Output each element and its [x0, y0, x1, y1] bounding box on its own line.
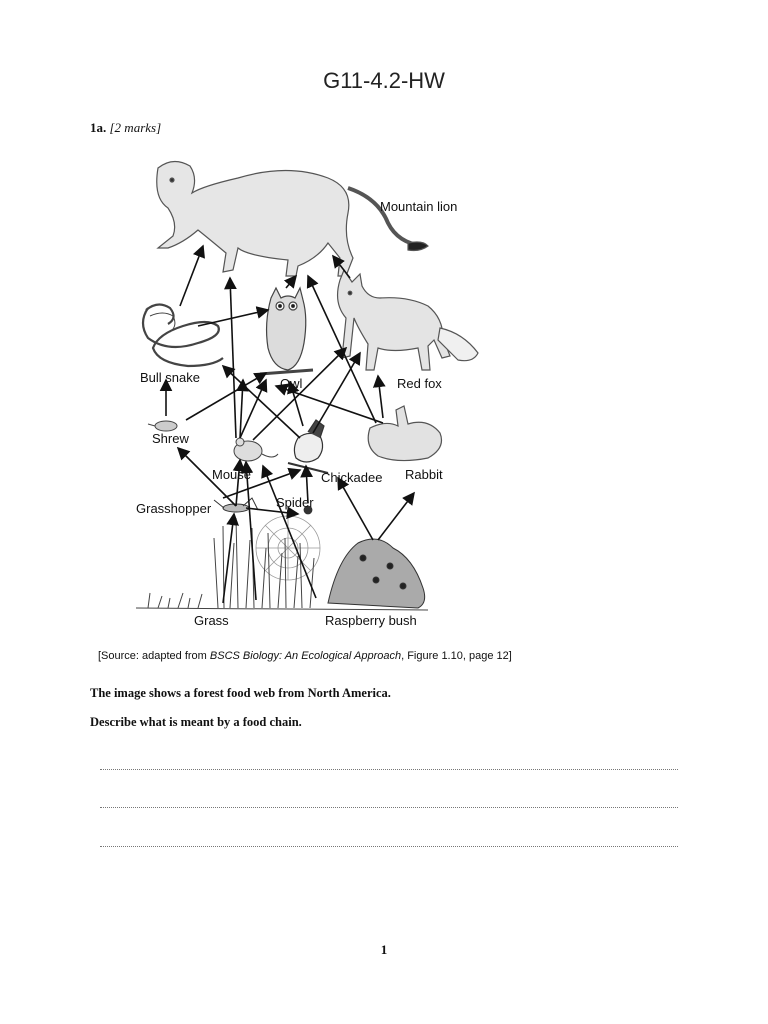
page-number: 1	[380, 942, 388, 957]
label-owl: Owl	[280, 376, 303, 391]
source-suffix: , Figure 1.10, page 12]	[401, 650, 512, 662]
question-number: 1a.	[90, 120, 107, 135]
source-prefix: [Source: adapted from	[98, 650, 210, 662]
answer-line[interactable]	[100, 769, 678, 770]
label-shrew: Shrew	[152, 431, 189, 446]
source-title: BSCS Biology: An Ecological Approach	[209, 650, 402, 662]
question-label	[90, 120, 161, 136]
question-marks: [2 marks]	[109, 120, 162, 135]
page-title: G11-4.2-HW	[323, 68, 445, 93]
bull-snake-drawing	[143, 304, 223, 366]
mouse-drawing	[234, 438, 278, 461]
answer-line[interactable]	[100, 807, 678, 808]
label-rabbit: Rabbit	[405, 467, 443, 482]
label-spider: Spider	[276, 495, 314, 510]
figure-source-caption	[98, 650, 512, 662]
label-mouse: Mouse	[212, 467, 252, 482]
shrew-drawing	[148, 421, 177, 431]
rabbit-drawing	[368, 406, 441, 461]
label-mountain-lion: Mountain lion	[380, 199, 458, 214]
label-grass: Grass	[194, 613, 229, 628]
owl-drawing	[260, 288, 313, 374]
label-red-fox: Red fox	[397, 376, 442, 391]
raspberry-bush-drawing	[328, 539, 425, 608]
label-raspberry-bush: Raspberry bush	[325, 613, 417, 628]
spider-web-drawing	[256, 506, 320, 580]
food-web-figure	[128, 148, 488, 630]
question-prompt: Describe what is meant by a food chain.	[90, 715, 302, 729]
chickadee-drawing	[288, 420, 328, 473]
answer-line[interactable]	[100, 846, 678, 847]
intro-paragraph: The image shows a forest food web from North America.	[90, 686, 391, 700]
label-chickadee: Chickadee	[321, 470, 383, 485]
label-bull-snake: Bull snake	[140, 370, 200, 385]
label-grasshopper: Grasshopper	[136, 501, 212, 516]
